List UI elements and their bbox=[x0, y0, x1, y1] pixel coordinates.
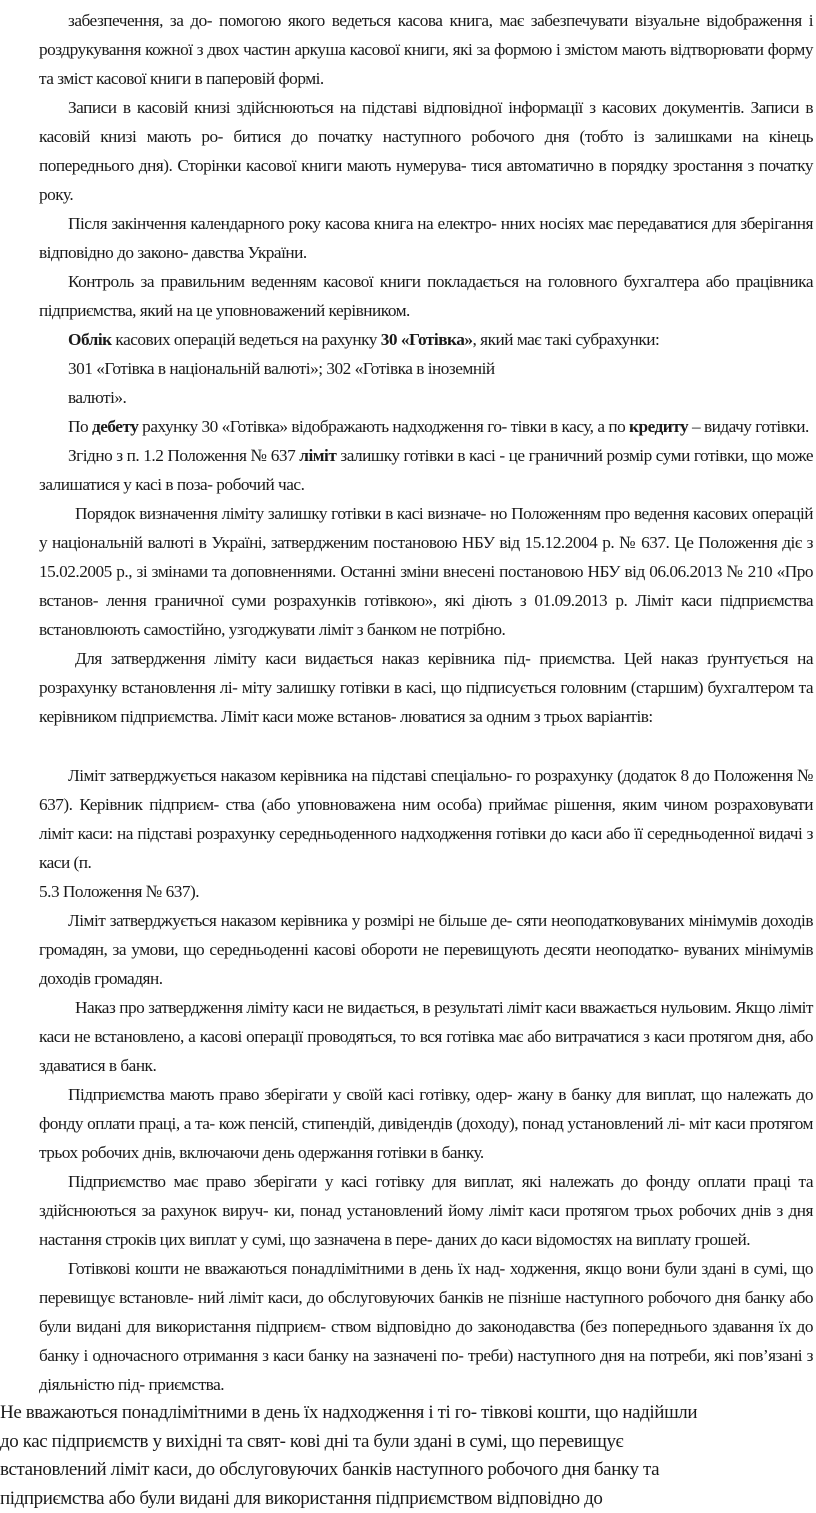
paragraph bbox=[39, 267, 813, 325]
paragraph bbox=[39, 1080, 813, 1167]
text-segment: Контроль за правильним веденням касової книги покладається на головного бухгалтера або працівника підприємства, який на це уповноважений керівником. bbox=[39, 272, 813, 320]
bold-term: дебету bbox=[92, 417, 138, 436]
text-segment: Наказ про затвердження ліміту каси не видається, в результаті ліміт каси вважається нульовим. Якщо ліміт каси не встановлено, а касові операції проводяться, то вся готівка має або витрачатися з каси протягом дня, або здаватися в банк. bbox=[39, 998, 813, 1075]
text-segment: залишку готівки в касі - це граничний розмір суми готівки, що може залишатися у касі в поза- робочий час. bbox=[39, 446, 813, 494]
paragraph bbox=[39, 906, 813, 993]
text-segment: 5.3 Положення № 637). bbox=[39, 882, 199, 901]
paragraph bbox=[39, 93, 813, 209]
text-segment: Ліміт затверджується наказом керівника у розмірі не більше де- сяти неоподатковуваних мінімумів доходів громадян, за умови, що середньоденні касові обороти не перевищують десяти неоподатко- вуваних мінімумів доходів громадян. bbox=[39, 911, 813, 988]
tail-line: встановлений ліміт каси, до обслуговуючих банків наступного робочого дня банку та bbox=[0, 1456, 816, 1485]
tail-line: до кас підприємств у вихідні та свят- кові дні та були здані в сумі, що перевищує bbox=[0, 1428, 816, 1457]
text-segment: валюті». bbox=[68, 388, 126, 407]
text-segment: Згідно з п. 1.2 Положення № 637 bbox=[68, 446, 299, 465]
text-segment: Записи в касовій книзі здійснюються на підставі відповідної інформації з касових документів. Записи в касовій книзі мають ро- битися до початку наступного робочого дня (тобто із залишками на кінець попереднього дня). Сторінки касової книги мають нумерува- тися автоматично в порядку зростання з початку року. bbox=[39, 98, 813, 204]
text-segment: 301 «Готівка в національній валюті»; 302 «Готівка в іноземній bbox=[68, 359, 495, 378]
text-segment: Підприємства мають право зберігати у своїй касі готівку, одер- жану в банку для виплат, що належать до фонду оплати праці, а та- кож пенсій, стипендій, дивідендів (доходу), понад установлений лі- міт каси протягом трьох робочих днів, включаючи день одержання готівки в банку. bbox=[39, 1085, 813, 1162]
tail-line: Не вважаються понадлімітними в день їх надходження і ті го- тівкові кошти, що надійшли bbox=[0, 1399, 816, 1428]
paragraph bbox=[39, 354, 813, 383]
bold-term: Облік bbox=[68, 330, 112, 349]
text-segment: По bbox=[68, 417, 92, 436]
paragraph bbox=[39, 877, 813, 906]
bold-term: кредиту bbox=[629, 417, 688, 436]
paragraph bbox=[39, 209, 813, 267]
text-segment: – видачу готівки. bbox=[688, 417, 809, 436]
paragraph bbox=[39, 1167, 813, 1254]
text-segment: рахунку 30 «Готівка» відображають надходження го- тівки в касу, а по bbox=[138, 417, 629, 436]
paragraph bbox=[39, 383, 813, 412]
text-segment: касових операцій ведеться на рахунку bbox=[112, 330, 381, 349]
text-segment: забезпечення, за до- помогою якого ведеться касова книга, має забезпечувати візуальне відображення і роздрукування кожної з двох частин аркуша касової книги, які за формою і змістом мають відтворювати форму та зміст касової книги в паперовій формі. bbox=[39, 11, 813, 88]
text-segment: Для затвердження ліміту каси видається наказ керівника під- приємства. Цей наказ ґрунтується на розрахунку встановлення лі- міту залишку готівки в касі, що підписується головним (старшим) бухгалтером та керівником підприємства. Ліміт каси може встанов- люватися за одним з трьох варіантів: bbox=[39, 649, 813, 726]
paragraph bbox=[39, 6, 813, 93]
paragraph bbox=[39, 993, 813, 1080]
paragraph bbox=[39, 761, 813, 877]
bold-term: ліміт bbox=[299, 446, 336, 465]
text-segment: , який має такі субрахунки: bbox=[473, 330, 660, 349]
paragraph bbox=[39, 644, 813, 731]
paragraph bbox=[39, 325, 813, 354]
paragraph bbox=[39, 441, 813, 499]
tail-line: підприємства або були видані для використання підприємством відповідно до bbox=[0, 1485, 816, 1513]
document-body bbox=[39, 6, 813, 1399]
bold-term: 30 «Готівка» bbox=[381, 330, 473, 349]
text-segment: Ліміт затверджується наказом керівника на підставі спеціально- го розрахунку (додаток 8 до Положення № 637). Керівник підприєм- ства (або уповноважена ним особа) приймає рішення, яким чином розраховувати ліміт каси: на підставі розрахунку середньоденного надходження готівки до каси або її середньоденної видачі з каси (п. bbox=[39, 766, 813, 872]
text-segment: Порядок визначення ліміту залишку готівки в касі визначе- но Положенням про ведення касових операцій у національній валюті в Україні, затвердженим постановою НБУ від 15.12.2004 р. № 637. Це Положення діє з 15.02.2005 р., зі змінами та доповненнями. Останні зміни внесені постановою НБУ від 06.06.2013 № 210 «Про встанов- лення граничної суми розрахунків готівкою», які діють з 01.09.2013 р. Ліміт каси підприємства встановлюють самостійно, узгоджувати ліміт з банком не потрібно. bbox=[39, 504, 813, 639]
paragraph bbox=[39, 412, 813, 441]
text-segment: Підприємство має право зберігати у касі готівку для виплат, які належать до фонду оплати праці та здійснюються за рахунок вируч- ки, понад установлений йому ліміт каси протягом трьох робочих днів з дня настання строків цих виплат у сумі, що зазначена в пере- даних до каси відомостях на виплату грошей. bbox=[39, 1172, 813, 1249]
document-tail bbox=[0, 1399, 816, 1513]
paragraph bbox=[39, 1254, 813, 1399]
text-segment: Після закінчення календарного року касова книга на електро- нних носіях має передаватися для зберігання відповідно до законо- давства України. bbox=[39, 214, 813, 262]
paragraph bbox=[39, 499, 813, 644]
text-segment: Готівкові кошти не вважаються понадлімітними в день їх над- ходження, якщо вони були здані в сумі, що перевищує встановле- ний ліміт каси, до обслуговуючих банків не пізніше наступного робочого дня банку або були видані для використання підприєм- ством відповідно до законодавства (без попереднього здавання їх до банку і одночасного отримання з каси банку на зазначені по- треби) наступного дня на потреби, які пов’язані з діяльністю під- приємства. bbox=[39, 1259, 813, 1394]
